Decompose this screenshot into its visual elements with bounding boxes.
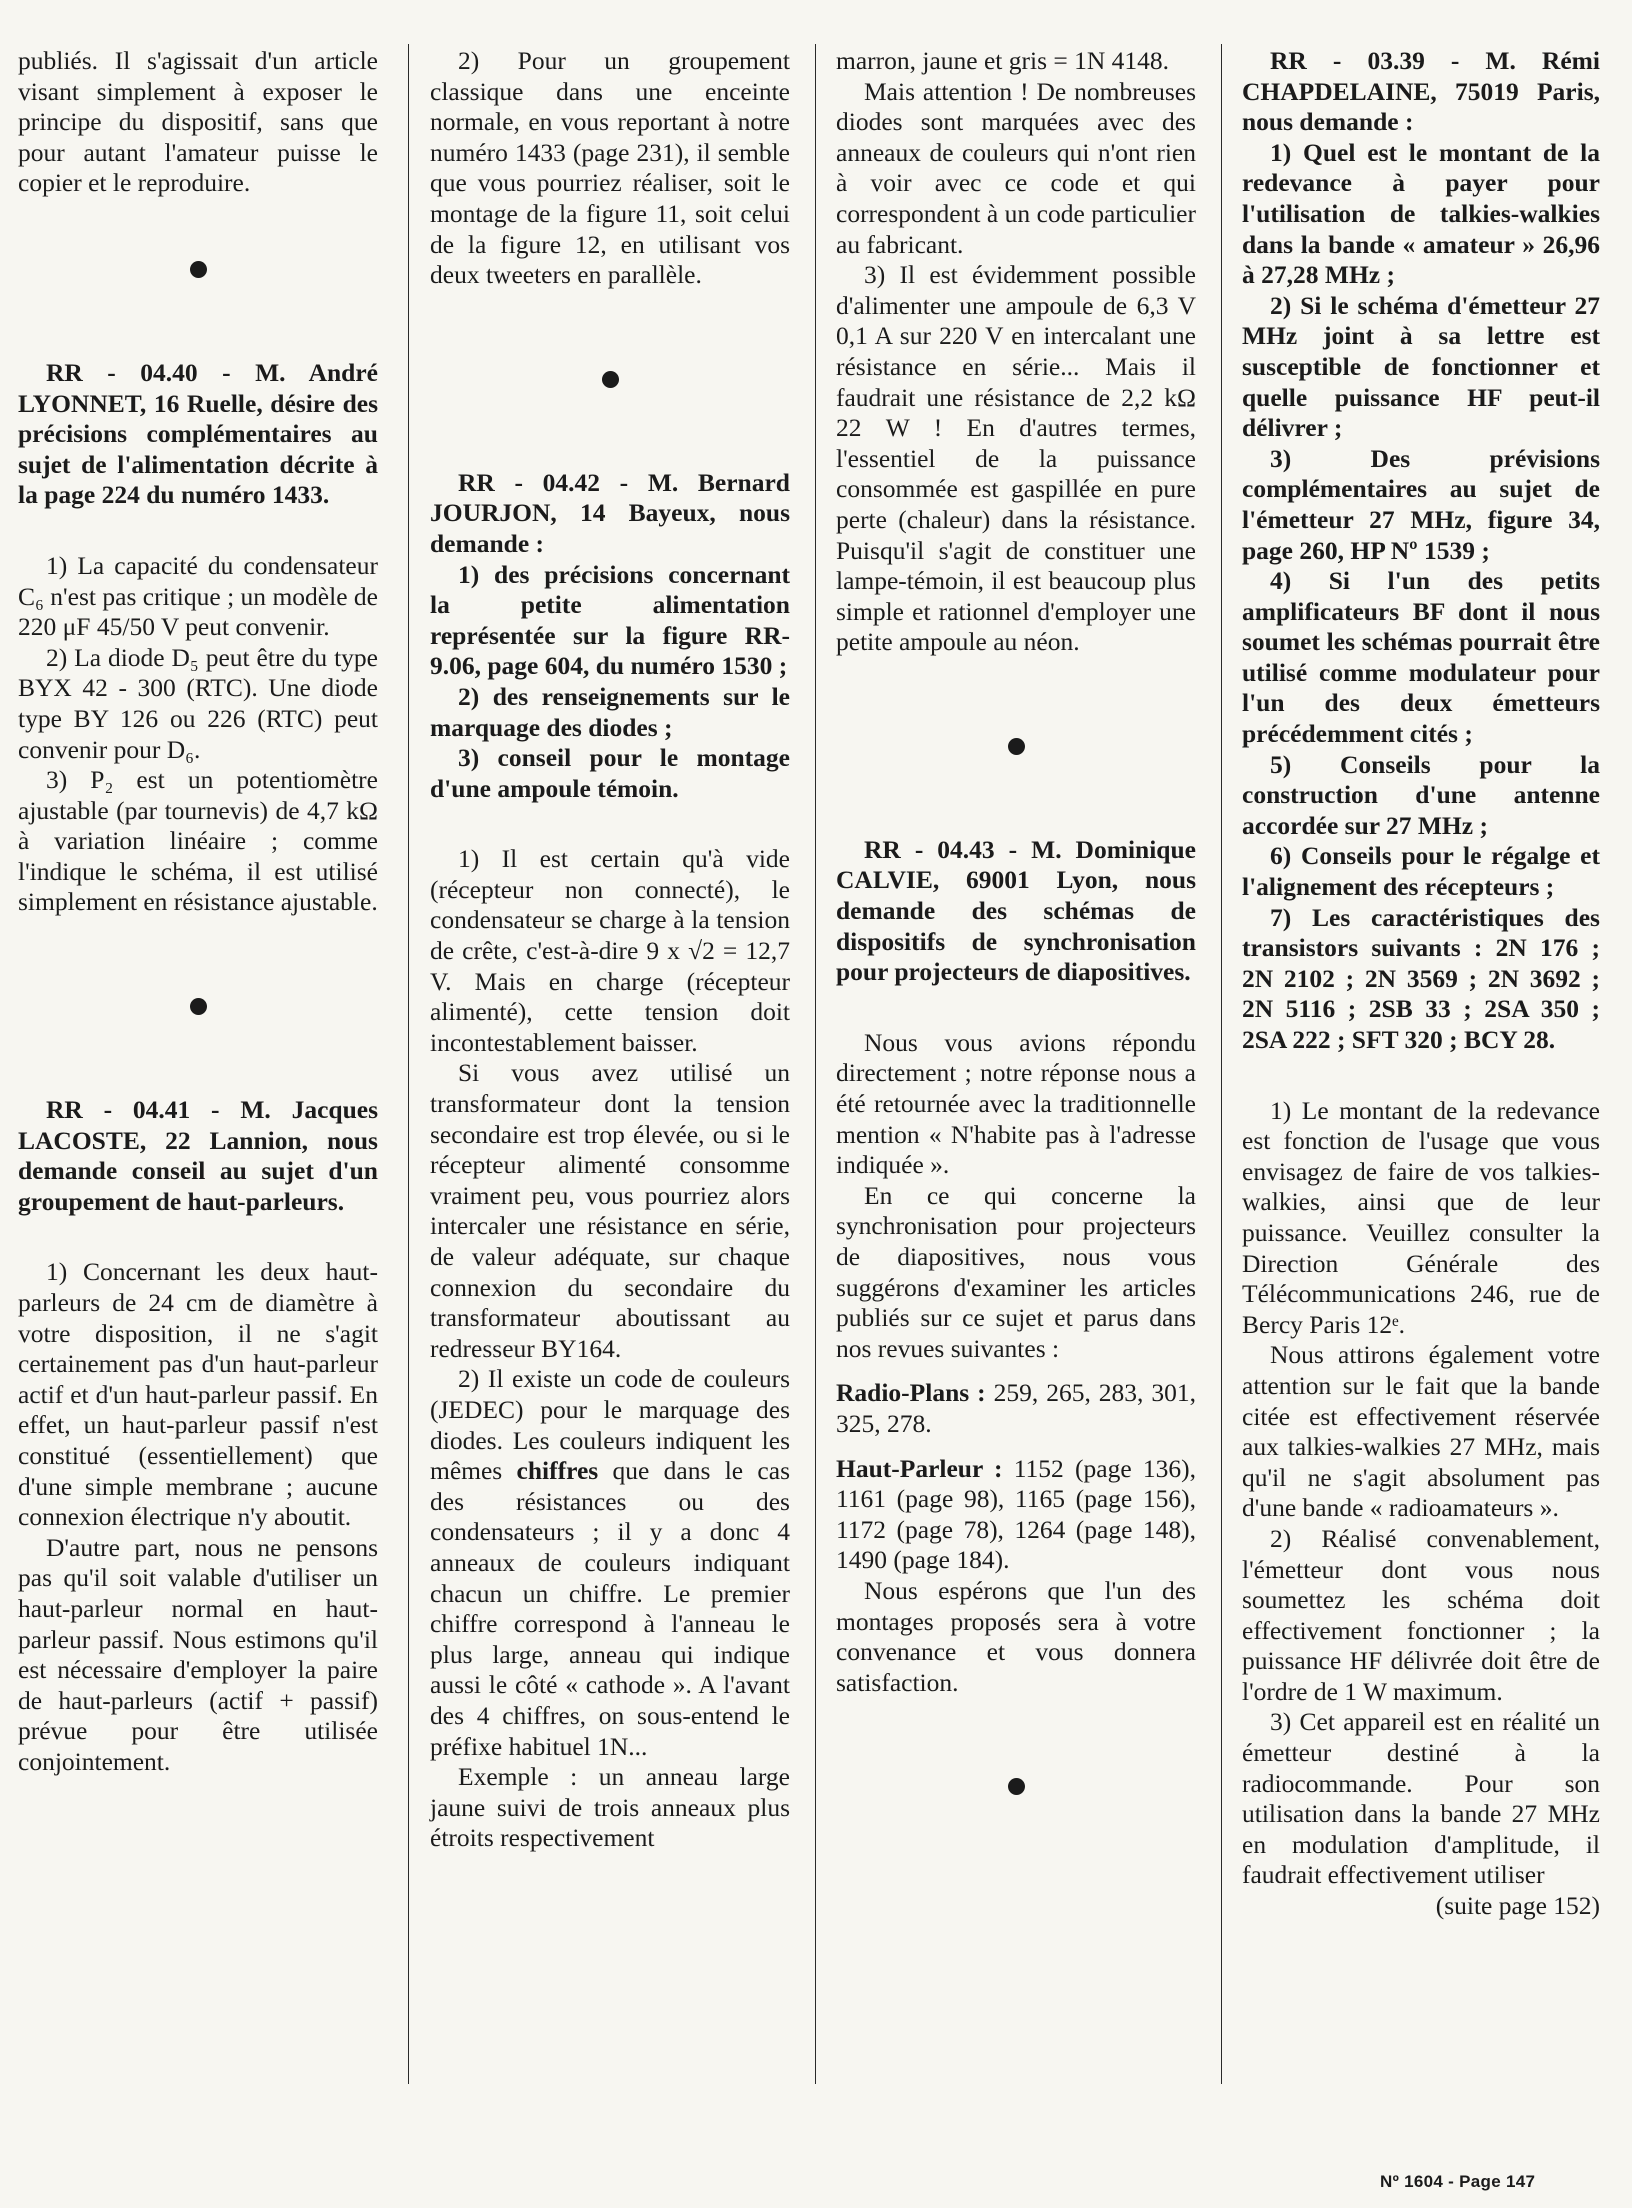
- answer-paragraph: 3) P₂ est un potentiomètre ajustable (par tournevis) de 4,7 kΩ à variation linéaire ; comme l'indique le schéma, il est utilisé simplement en résistance ajustable.: [18, 765, 378, 917]
- question-heading-rr-04-42: RR - 04.42 - M. Bernard JOURJON, 14 Bayeux, nous demande :: [430, 467, 790, 558]
- question-item: 3) Des prévisions complémentaires au sujet de l'émetteur 27 MHz, figure 34, page 260, HP Nº 1539 ;: [1242, 443, 1600, 565]
- answer-paragraph: En ce qui concerne la synchronisation pour projecteurs de diapositives, nous vous suggérons d'examiner les articles publiés sur ce sujet et parus dans nos revues suivantes :: [836, 1180, 1196, 1363]
- question-item: 3) conseil pour le montage d'une ampoule témoin.: [430, 743, 790, 803]
- answer-paragraph: Si vous avez utilisé un transformateur dont la tension secondaire est trop élevée, ou si le récepteur alimenté consomme vraiment peu, vous pourriez alors intercaler une résistance en série, de valeur adéquate, sur chaque connexion du secondaire du transformateur aboutissant au redresseur BY164.: [430, 1058, 790, 1363]
- answer-paragraph: Nous espérons que l'un des montages proposés sera à votre convenance et vous donnera satisfaction.: [836, 1575, 1196, 1697]
- answer-paragraph: 3) Il est évidemment possible d'alimenter une ampoule de 6,3 V 0,1 A sur 220 V en intercalant une résistance en série... Mais il faudrait une résistance de 2,2 kΩ 22 W ! En d'autres termes, l'essentiel de la puissance consommée est gaspillée en pure perte (chaleur) dans la résistance. Puisqu'il s'agit de constituer une lampe-témoin, il est beaucoup plus simple et rationnel d'employer une petite ampoule au néon.: [836, 260, 1196, 657]
- answer-paragraph: 1) La capacité du condensateur C₆ n'est pas critique ; un modèle de 220 μF 45/50 V peut convenir.: [18, 550, 378, 642]
- paragraph: marron, jaune et gris = 1N 4148.: [836, 46, 1170, 75]
- question-item: 1) des précisions concernant la petite alimentation représentée sur la figure RR-9.06, page 604, du numéro 1530 ;: [430, 559, 790, 681]
- bullet-separator: [602, 371, 619, 388]
- column-rule: [408, 44, 409, 2084]
- question-heading-rr-04-43: RR - 04.43 - M. Dominique CALVIE, 69001 Lyon, nous demande des schémas de dispositifs de synchronisation pour projecteurs de diapositives.: [836, 834, 1196, 987]
- paragraph: Mais attention ! De nombreuses diodes sont marquées avec des anneaux de couleurs qui n'ont rien à voir avec ce code et qui correspondent à un code particulier au fabricant.: [836, 76, 1196, 259]
- question-heading-rr-03-39: RR - 03.39 - M. Rémi CHAPDELAINE, 75019 Paris, nous demande :: [1242, 46, 1600, 137]
- question-item: 1) Quel est le montant de la redevance à payer pour l'utilisation de talkies-walkies dans la bande « amateur » 26,96 à 27,28 MHz ;: [1242, 137, 1600, 290]
- question-item: 5) Conseils pour la construction d'une antenne accordée sur 27 MHz ;: [1242, 749, 1600, 840]
- bullet-separator: [1008, 738, 1025, 755]
- answer-paragraph: Nous vous avions répondu directement ; notre réponse nous a été retournée avec la traditionnelle mention « N'habite pas à l'adresse indiquée ».: [836, 1027, 1196, 1180]
- bullet-separator: [190, 261, 207, 278]
- answer-paragraph: Exemple : un anneau large jaune suivi de trois anneaux plus étroits respectivement: [430, 1762, 790, 1853]
- answer-paragraph: 2) Il existe un code de couleurs (JEDEC) pour le marquage des diodes. Les couleurs indiquent les mêmes chiffres que dans le cas des résistances ou des condensateurs ; il y a donc 4 anneaux de couleurs indiquant chacun un chiffre. Le premier chiffre correspond à l'anneau le plus large, anneau qui indique aussi le côté « cathode ». A l'avant des 4 chiffres, on sous-entend le préfixe habituel 1N...: [430, 1364, 790, 1761]
- answer-paragraph: 3) Cet appareil est en réalité un émetteur destiné à la radiocommande. Pour son utilisation dans la bande 27 MHz en modulation d'amplitude, il faudrait effectivement utiliser: [1242, 1707, 1600, 1890]
- answer-paragraph: 2) Réalisé convenablement, l'émetteur dont vous nous soumettez les schéma doit effectivement fonctionner ; la puissance HF délivrée doit être de l'ordre de 1 W maximum.: [1242, 1523, 1600, 1706]
- answer-paragraph: 1) Concernant les deux haut-parleurs de 24 cm de diamètre à votre disposition, il ne s'agit certainement pas d'un haut-parleur actif et d'un haut-parleur passif. En effet, un haut-parleur passif n'est constitué (essentiellement) que d'une simple membrane ; aucune connexion électrique n'y aboutit.: [18, 1257, 378, 1532]
- column-rule: [1221, 44, 1222, 2084]
- question-item: 6) Conseils pour le régalge et l'alignement des récepteurs ;: [1242, 841, 1600, 902]
- paragraph: publiés. Il s'agissait d'un article visant simplement à exposer le principe du dispositif, sans que pour autant l'amateur puisse le copier et le reproduire.: [18, 46, 378, 198]
- column-3: [836, 46, 1196, 1795]
- bullet-separator: [190, 998, 207, 1015]
- answer-paragraph: 1) Il est certain qu'à vide (récepteur non connecté), le condensateur se charge à la tension de crête, c'est-à-dire 9 x √2 = 12,7 V. Mais en charge (récepteur alimenté), cette tension doit incontestablement baisser.: [430, 844, 790, 1057]
- question-heading-rr-04-40: RR - 04.40 - M. André LYONNET, 16 Ruelle, désire des précisions complémentaires au sujet de l'alimentation décrite à la page 224 du numéro 1433.: [18, 357, 378, 510]
- page-footer: Nº 1604 - Page 147: [1380, 2172, 1536, 2191]
- answer-paragraph: 2) Pour un groupement classique dans une enceinte normale, en vous reportant à notre numéro 1433 (page 231), il semble que vous pourriez réaliser, soit le montage de la figure 11, soit celui de la figure 12, en utilisant vos deux tweeters en parallèle.: [430, 46, 790, 290]
- answer-paragraph: D'autre part, nous ne pensons pas qu'il soit valable d'utiliser un haut-parleur normal en haut-parleur passif. Nous estimons qu'il est nécessaire d'employer la paire de haut-parleurs (actif + passif) prévue pour être utilisée conjointement.: [18, 1532, 378, 1776]
- column-2: [430, 46, 790, 1854]
- question-heading-rr-04-41: RR - 04.41 - M. Jacques LACOSTE, 22 Lannion, nous demande conseil au sujet d'un groupement de haut-parleurs.: [18, 1095, 378, 1216]
- column-rule: [815, 44, 816, 2084]
- reference-list: Radio-Plans : 259, 265, 283, 301, 325, 278.: [836, 1378, 1197, 1438]
- column-4: [1242, 46, 1600, 1922]
- question-item: 7) Les caractéristiques des transistors suivants : 2N 176 ; 2N 2102 ; 2N 3569 ; 2N 3692 ; 2N 5116 ; 2SB 33 ; 2SA 350 ; 2SA 222 ; SFT 320 ; BCY 28.: [1242, 902, 1600, 1054]
- column-1: [18, 46, 378, 1778]
- bullet-separator: [1008, 1778, 1025, 1795]
- answer-paragraph: Nous attirons également votre attention sur le fait que la bande citée est effectivement réservée aux talkies-walkies 27 MHz, mais qu'il ne s'agit absolument pas d'une bande « radioamateurs ».: [1242, 1340, 1600, 1523]
- answer-paragraph: 2) La diode D₅ peut être du type BYX 42 - 300 (RTC). Une diode type BY 126 ou 226 (RTC) peut convenir pour D₆.: [18, 642, 378, 764]
- emphasis: chiffres: [516, 1456, 599, 1486]
- continuation-note: (suite page 152): [1435, 1891, 1600, 1921]
- question-item: 2) des renseignements sur le marquage des diodes ;: [430, 681, 790, 742]
- question-item: 4) Si l'un des petits amplificateurs BF dont il nous soumet les schémas pourrait être utilisé comme modulateur pour l'un des deux émetteurs précédemment cités ;: [1242, 566, 1600, 749]
- reference-list: Haut-Parleur : 1152 (page 136), 1161 (page 98), 1165 (page 156), 1172 (page 78), 1264 (page 148), 1490 (page 184).: [836, 1453, 1196, 1575]
- question-item: 2) Si le schéma d'émetteur 27 MHz joint à sa lettre est susceptible de fonctionner et quelle puissance HF peut-il délivrer ;: [1242, 290, 1600, 443]
- answer-paragraph: 1) Le montant de la redevance est fonction de l'usage que vous envisagez de faire de vos talkies-walkies, ainsi que de leur puissance. Veuillez consulter la Direction Générale des Télécommunications 246, rue de Bercy Paris 12ᵉ.: [1242, 1095, 1600, 1339]
